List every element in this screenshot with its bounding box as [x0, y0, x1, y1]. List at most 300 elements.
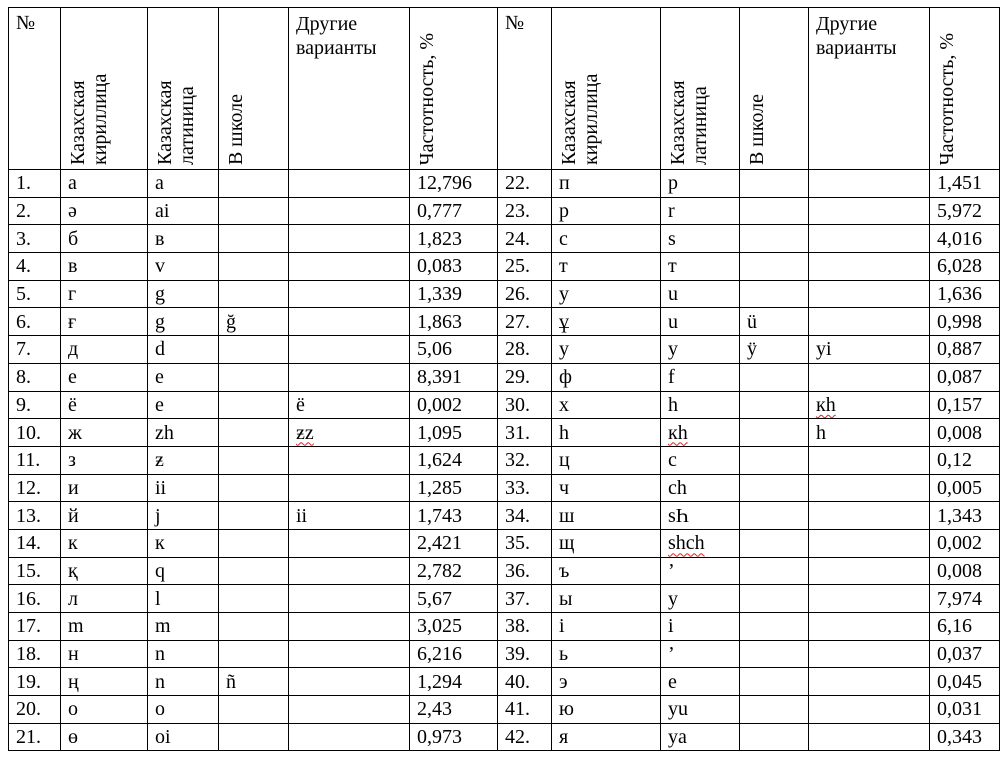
cell-num-right — [498, 197, 552, 225]
cell-text: ғ — [68, 310, 77, 333]
cell-freq-left — [410, 308, 498, 336]
cell-school-right — [740, 308, 809, 336]
cell-text: 30. — [505, 393, 530, 416]
cell-text: с — [559, 227, 568, 250]
cell-other-right — [809, 474, 930, 502]
cell-freq-right — [930, 363, 1000, 391]
cell-num-right — [498, 696, 552, 724]
cell-text: кh — [816, 393, 836, 416]
cell-cyrillic-left — [61, 170, 148, 198]
cell-text: 29. — [505, 366, 530, 389]
cell-cyrillic-right — [552, 474, 661, 502]
cell-num-right — [498, 308, 552, 336]
cell-school-right — [740, 723, 809, 751]
cell-num-right — [498, 585, 552, 613]
cell-num-left — [9, 253, 61, 281]
cell-text: 2,43 — [417, 698, 452, 721]
cell-text: n — [155, 670, 165, 693]
cell-cyrillic-left — [61, 668, 148, 696]
cell-text: 8. — [16, 366, 31, 389]
cell-cyrillic-left — [61, 391, 148, 419]
cell-text: н — [68, 643, 79, 666]
cell-text: б — [68, 227, 79, 250]
cell-text: oi — [155, 726, 171, 749]
cell-other-left — [289, 696, 410, 724]
cell-school-left — [219, 474, 289, 502]
cell-school-left — [219, 668, 289, 696]
cell-text: r — [668, 200, 675, 223]
cell-cyrillic-right — [552, 225, 661, 253]
header-other-left: Другие варианты — [289, 8, 410, 170]
cell-text: п — [559, 172, 570, 195]
cell-text: 0,002 — [417, 393, 462, 416]
cell-text: ’ — [668, 643, 675, 666]
cell-freq-right — [930, 280, 1000, 308]
cell-latin-right — [661, 474, 740, 502]
cell-freq-right — [930, 446, 1000, 474]
cell-other-right — [809, 280, 930, 308]
cell-num-left — [9, 419, 61, 447]
cell-other-right — [809, 585, 930, 613]
cell-text: 1,343 — [937, 504, 982, 527]
cell-freq-right — [930, 696, 1000, 724]
cell-cyrillic-left — [61, 363, 148, 391]
cell-other-left — [289, 529, 410, 557]
cell-freq-right — [930, 170, 1000, 198]
cell-other-right — [809, 225, 930, 253]
cell-num-left — [9, 668, 61, 696]
cell-other-left — [289, 225, 410, 253]
cell-freq-right — [930, 474, 1000, 502]
cell-text: ш — [559, 504, 575, 527]
cell-other-right — [809, 529, 930, 557]
cell-latin-left — [148, 391, 219, 419]
header-latin-left: Казахская латиница — [148, 8, 219, 170]
cell-freq-left — [410, 446, 498, 474]
header-cyrillic-right: Казахская кириллица — [552, 8, 661, 170]
cell-text: q — [155, 559, 165, 582]
cell-school-right — [740, 696, 809, 724]
cell-cyrillic-left — [61, 446, 148, 474]
cell-text: 15. — [16, 559, 41, 582]
table-row — [9, 197, 1000, 225]
cell-num-left — [9, 723, 61, 751]
cell-cyrillic-left — [61, 613, 148, 641]
cell-freq-left — [410, 474, 498, 502]
cell-latin-left — [148, 170, 219, 198]
cell-text: ё — [68, 393, 77, 416]
cell-cyrillic-right — [552, 723, 661, 751]
cell-text: ƶ — [155, 449, 164, 472]
cell-school-right — [740, 419, 809, 447]
cell-text: 10. — [16, 421, 41, 444]
cell-text: 32. — [505, 449, 530, 472]
cell-text: т — [559, 255, 568, 278]
cell-text: 9. — [16, 393, 31, 416]
cell-cyrillic-left — [61, 723, 148, 751]
cell-freq-left — [410, 585, 498, 613]
cell-other-left — [289, 585, 410, 613]
cell-text: 41. — [505, 698, 530, 721]
cell-num-right — [498, 529, 552, 557]
cell-freq-right — [930, 308, 1000, 336]
cell-num-right — [498, 668, 552, 696]
cell-text: m — [68, 615, 84, 638]
cell-text: 0,008 — [937, 421, 982, 444]
cell-freq-right — [930, 613, 1000, 641]
cell-cyrillic-right — [552, 446, 661, 474]
cell-num-left — [9, 197, 61, 225]
cell-num-left — [9, 640, 61, 668]
cell-school-right — [740, 557, 809, 585]
table-row — [9, 446, 1000, 474]
cell-text: і — [559, 615, 565, 638]
cell-text: 1,095 — [417, 421, 462, 444]
cell-text: д — [68, 338, 79, 361]
cell-num-right — [498, 225, 552, 253]
cell-cyrillic-right — [552, 280, 661, 308]
header-num-right: № — [498, 8, 552, 170]
table-row — [9, 391, 1000, 419]
cell-text: и — [68, 476, 79, 499]
cell-school-right — [740, 502, 809, 530]
cell-num-left — [9, 585, 61, 613]
cell-freq-left — [410, 668, 498, 696]
cell-freq-right — [930, 197, 1000, 225]
cell-text: 0,087 — [937, 366, 982, 389]
cell-text: y — [668, 587, 678, 610]
table-row — [9, 419, 1000, 447]
cell-school-left — [219, 225, 289, 253]
cell-other-right — [809, 170, 930, 198]
cell-text: 0,031 — [937, 698, 982, 721]
table-row — [9, 502, 1000, 530]
cell-text: 1,823 — [417, 227, 462, 250]
cell-school-right — [740, 585, 809, 613]
cell-school-left — [219, 419, 289, 447]
cell-school-right — [740, 280, 809, 308]
cell-latin-left — [148, 197, 219, 225]
cell-latin-right — [661, 668, 740, 696]
cell-cyrillic-left — [61, 225, 148, 253]
cell-text: 28. — [505, 338, 530, 361]
cell-cyrillic-right — [552, 668, 661, 696]
cell-freq-left — [410, 557, 498, 585]
cell-other-left — [289, 502, 410, 530]
cell-text: ai — [155, 200, 170, 223]
cell-latin-left — [148, 696, 219, 724]
cell-text: 0,157 — [937, 393, 982, 416]
cell-other-right — [809, 253, 930, 281]
cell-text: ь — [559, 643, 569, 666]
cell-freq-left — [410, 280, 498, 308]
cell-freq-left — [410, 363, 498, 391]
cell-cyrillic-left — [61, 253, 148, 281]
cell-text: 0,12 — [937, 449, 972, 472]
table-row — [9, 308, 1000, 336]
cell-num-right — [498, 253, 552, 281]
cell-text: ğ — [226, 310, 236, 333]
cell-num-right — [498, 336, 552, 364]
cell-text: щ — [559, 532, 575, 555]
cell-other-left — [289, 668, 410, 696]
cell-latin-left — [148, 446, 219, 474]
cell-other-right — [809, 446, 930, 474]
cell-other-left — [289, 391, 410, 419]
cell-text: yi — [816, 338, 832, 361]
cell-latin-left — [148, 225, 219, 253]
cell-text: 22. — [505, 172, 530, 195]
cell-text: ü — [747, 310, 757, 333]
cell-freq-right — [930, 502, 1000, 530]
cell-other-left — [289, 419, 410, 447]
cell-text: э — [559, 670, 568, 693]
cell-latin-right — [661, 723, 740, 751]
cell-freq-left — [410, 225, 498, 253]
cell-text: h — [668, 393, 678, 416]
cell-school-left — [219, 308, 289, 336]
cell-num-left — [9, 336, 61, 364]
cell-text: кh — [668, 421, 688, 444]
cell-other-right — [809, 696, 930, 724]
cell-latin-right — [661, 640, 740, 668]
cell-latin-left — [148, 280, 219, 308]
cell-other-left — [289, 336, 410, 364]
cell-text: ө — [68, 726, 78, 749]
cell-text: ю — [559, 698, 574, 721]
cell-text: sҺ — [668, 504, 689, 527]
cell-latin-left — [148, 363, 219, 391]
cell-text: 0,887 — [937, 338, 982, 361]
table-row — [9, 557, 1000, 585]
cell-text: 33. — [505, 476, 530, 499]
cell-cyrillic-left — [61, 336, 148, 364]
cell-freq-right — [930, 529, 1000, 557]
table-row — [9, 585, 1000, 613]
cell-other-left — [289, 446, 410, 474]
cell-cyrillic-left — [61, 585, 148, 613]
cell-text: 1,451 — [937, 172, 982, 195]
cell-school-right — [740, 640, 809, 668]
table-row — [9, 696, 1000, 724]
cell-school-right — [740, 446, 809, 474]
cell-text: e — [668, 670, 677, 693]
cell-latin-left — [148, 557, 219, 585]
cell-text: 35. — [505, 532, 530, 555]
cell-latin-left — [148, 419, 219, 447]
cell-text: 36. — [505, 559, 530, 582]
table-row — [9, 613, 1000, 641]
cell-other-right — [809, 336, 930, 364]
cell-text: 3,025 — [417, 615, 462, 638]
cell-latin-right — [661, 502, 740, 530]
header-row — [9, 8, 1000, 170]
cell-latin-left — [148, 585, 219, 613]
cell-freq-left — [410, 502, 498, 530]
table-row — [9, 529, 1000, 557]
table-row — [9, 474, 1000, 502]
cell-text: 2. — [16, 200, 31, 223]
cell-text: ӱ — [747, 338, 757, 361]
cell-cyrillic-right — [552, 197, 661, 225]
cell-num-left — [9, 502, 61, 530]
cell-other-right — [809, 391, 930, 419]
cell-text: 0,005 — [937, 476, 982, 499]
cell-num-right — [498, 363, 552, 391]
cell-text: 0,037 — [937, 643, 982, 666]
cell-latin-right — [661, 529, 740, 557]
cell-latin-left — [148, 613, 219, 641]
cell-text: 14. — [16, 532, 41, 555]
cell-cyrillic-left — [61, 280, 148, 308]
cell-text: к — [155, 532, 165, 555]
cell-other-left — [289, 197, 410, 225]
cell-other-right — [809, 419, 930, 447]
cell-num-right — [498, 170, 552, 198]
cell-text: 4. — [16, 255, 31, 278]
cell-cyrillic-right — [552, 391, 661, 419]
cell-text: 20. — [16, 698, 41, 721]
cell-school-left — [219, 613, 289, 641]
cell-cyrillic-right — [552, 502, 661, 530]
cell-other-left — [289, 363, 410, 391]
cell-school-left — [219, 446, 289, 474]
cell-text: х — [559, 393, 569, 416]
cell-cyrillic-right — [552, 529, 661, 557]
table-row — [9, 225, 1000, 253]
cell-text: 16. — [16, 587, 41, 610]
cell-num-right — [498, 419, 552, 447]
cell-latin-right — [661, 280, 740, 308]
table-row — [9, 363, 1000, 391]
cell-num-left — [9, 280, 61, 308]
cell-num-left — [9, 391, 61, 419]
cell-text: 6,028 — [937, 255, 982, 278]
cell-text: в — [68, 255, 78, 278]
cell-school-right — [740, 613, 809, 641]
cell-text: ё — [296, 393, 305, 416]
cell-text: 25. — [505, 255, 530, 278]
cell-school-left — [219, 585, 289, 613]
cell-text: g — [155, 310, 165, 333]
cell-num-left — [9, 446, 61, 474]
cell-text: v — [155, 255, 165, 278]
cell-cyrillic-right — [552, 585, 661, 613]
cell-text: h — [816, 421, 826, 444]
cell-text: y — [668, 338, 678, 361]
header-latin-right: Казахская латиница — [661, 8, 740, 170]
cell-freq-right — [930, 723, 1000, 751]
cell-num-right — [498, 640, 552, 668]
cell-school-right — [740, 474, 809, 502]
cell-other-right — [809, 668, 930, 696]
cell-freq-right — [930, 640, 1000, 668]
cell-num-right — [498, 446, 552, 474]
cell-other-left — [289, 170, 410, 198]
cell-text: ц — [559, 449, 570, 472]
cell-text: n — [155, 643, 165, 666]
cell-num-right — [498, 557, 552, 585]
cell-school-right — [740, 225, 809, 253]
header-school-right: В школе — [740, 8, 809, 170]
cell-cyrillic-left — [61, 557, 148, 585]
cell-freq-left — [410, 336, 498, 364]
cell-text: һ — [559, 421, 569, 444]
cell-text: 39. — [505, 643, 530, 666]
cell-text: 42. — [505, 726, 530, 749]
cell-freq-right — [930, 391, 1000, 419]
cell-school-right — [740, 668, 809, 696]
cell-text: j — [155, 504, 161, 527]
cell-text: ii — [155, 476, 167, 499]
cell-freq-right — [930, 336, 1000, 364]
cell-other-left — [289, 723, 410, 751]
cell-text: 1,285 — [417, 476, 462, 499]
cell-text: 7. — [16, 338, 31, 361]
cell-latin-right — [661, 170, 740, 198]
cell-freq-left — [410, 640, 498, 668]
cell-freq-left — [410, 253, 498, 281]
cell-freq-right — [930, 253, 1000, 281]
cell-text: 5. — [16, 283, 31, 306]
cell-school-left — [219, 336, 289, 364]
cell-text: 34. — [505, 504, 530, 527]
cell-text: 0,083 — [417, 255, 462, 278]
table-row — [9, 640, 1000, 668]
cell-num-left — [9, 363, 61, 391]
cell-latin-left — [148, 336, 219, 364]
cell-text: 0,045 — [937, 670, 982, 693]
cell-text: e — [155, 393, 164, 416]
cell-text: ч — [559, 476, 570, 499]
cell-other-right — [809, 308, 930, 336]
cell-text: ы — [559, 587, 573, 610]
cell-cyrillic-right — [552, 696, 661, 724]
cell-other-right — [809, 197, 930, 225]
cell-text: 26. — [505, 283, 530, 306]
cell-text: т — [668, 255, 677, 278]
cell-cyrillic-left — [61, 419, 148, 447]
cell-text: l — [155, 587, 161, 610]
header-freq-left: Частотность, % — [410, 8, 498, 170]
cell-text: o — [155, 698, 165, 721]
cell-cyrillic-right — [552, 170, 661, 198]
cell-latin-left — [148, 502, 219, 530]
cell-text: 23. — [505, 200, 530, 223]
cell-text: к — [68, 532, 78, 555]
cell-text: ’ — [668, 559, 675, 582]
cell-text: 12. — [16, 476, 41, 499]
cell-latin-right — [661, 613, 740, 641]
cell-text: 0,008 — [937, 559, 982, 582]
cell-text: 17. — [16, 615, 41, 638]
cell-cyrillic-left — [61, 502, 148, 530]
table-row — [9, 668, 1000, 696]
cell-school-right — [740, 253, 809, 281]
cell-text: ch — [668, 476, 687, 499]
cell-school-left — [219, 363, 289, 391]
cell-text: 0,973 — [417, 726, 462, 749]
header-num-left: № — [9, 8, 61, 170]
cell-text: қ — [68, 559, 78, 582]
cell-text: 1,294 — [417, 670, 462, 693]
cell-latin-right — [661, 446, 740, 474]
cell-freq-right — [930, 557, 1000, 585]
cell-freq-right — [930, 225, 1000, 253]
cell-text: a — [155, 172, 164, 195]
cell-latin-right — [661, 419, 740, 447]
cell-latin-left — [148, 668, 219, 696]
